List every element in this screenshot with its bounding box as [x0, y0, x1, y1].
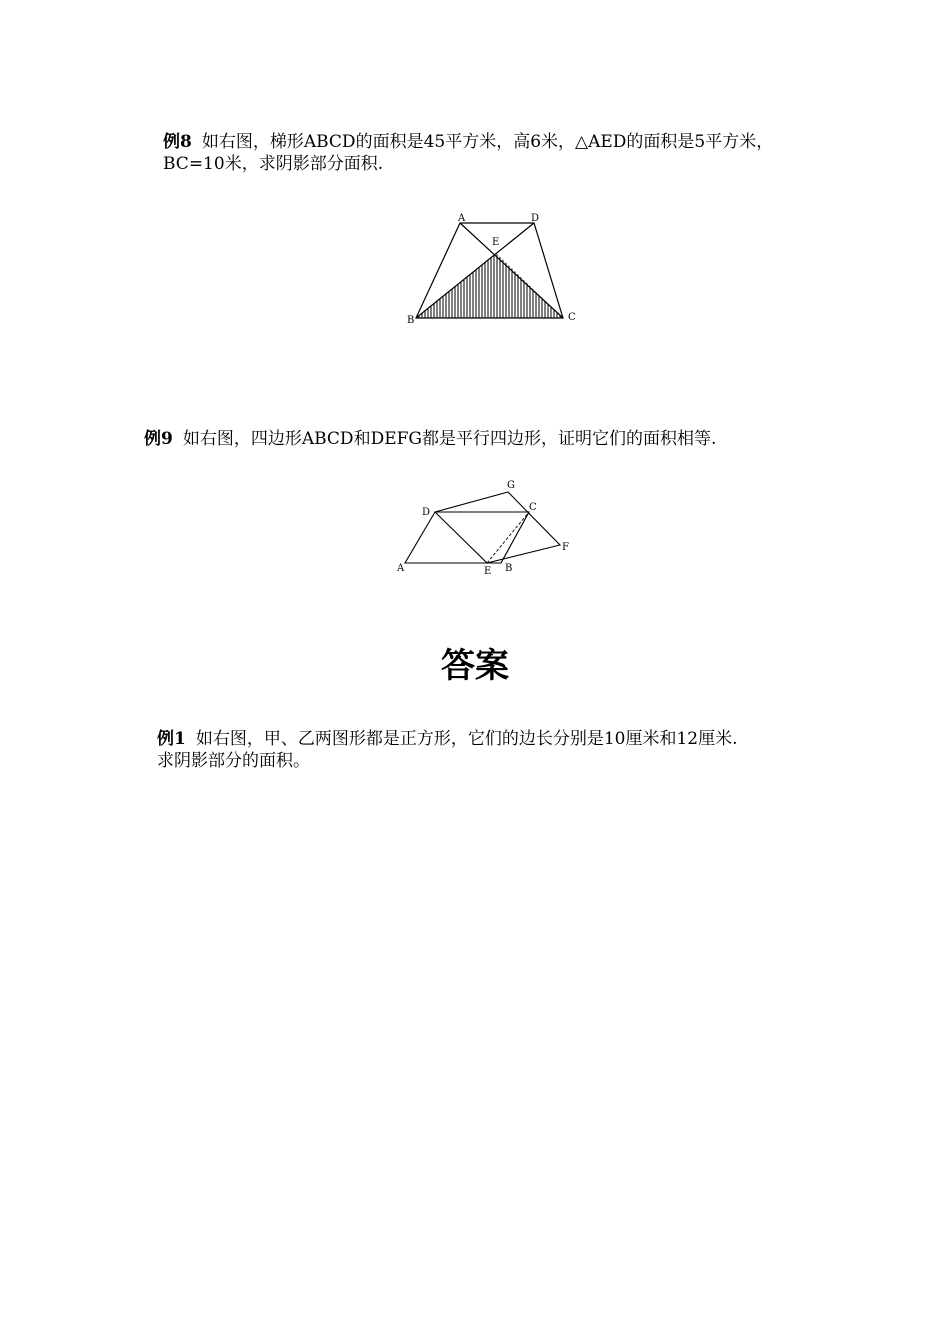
- problem-9-line-1: [144, 428, 844, 450]
- parallelograms-figure: [390, 473, 580, 583]
- label-a: A: [458, 213, 466, 224]
- answer-1-line-1: [157, 728, 837, 750]
- problem-9: [144, 428, 844, 450]
- dashed-ec: [487, 512, 529, 563]
- label-e: E: [484, 566, 492, 577]
- problem-9-label: 例9: [144, 429, 173, 449]
- problem-8-text-1: 如右图，梯形ABCD的面积是45平方米，高6米，△AED的面积是5平方米，: [201, 132, 774, 152]
- label-b: B: [407, 315, 415, 326]
- problem-8: [163, 131, 823, 175]
- label-d: D: [531, 213, 540, 224]
- label-a: A: [397, 563, 405, 574]
- shaded-triangle-bec: [416, 253, 563, 318]
- label-c: C: [568, 312, 576, 323]
- problem-8-label: 例8: [163, 132, 192, 152]
- answer-1-text-1: 如右图，甲、乙两图形都是正方形，它们的边长分别是10厘米和12厘米.: [195, 729, 738, 749]
- label-e: E: [492, 237, 500, 248]
- problem-9-text-1: 如右图，四边形ABCD和DEFG都是平行四边形，证明它们的面积相等.: [182, 429, 717, 449]
- answer-1-text-2: 求阴影部分的面积。: [157, 751, 310, 771]
- label-d: D: [422, 507, 431, 518]
- problem-8-line-1: [163, 131, 823, 153]
- trapezoid-figure: [400, 205, 590, 330]
- parallelogram-defg: [435, 492, 560, 563]
- answer-1-label: 例1: [157, 729, 186, 749]
- problem-8-text-2: BC=10米，求阴影部分面积.: [163, 154, 384, 174]
- parallelogram-abcd: [405, 512, 529, 563]
- label-c: C: [529, 502, 537, 513]
- label-f: F: [562, 542, 569, 553]
- answers-title: 答案: [441, 646, 509, 686]
- answer-1: [157, 728, 837, 772]
- label-b: B: [505, 563, 513, 574]
- label-g: G: [507, 480, 515, 491]
